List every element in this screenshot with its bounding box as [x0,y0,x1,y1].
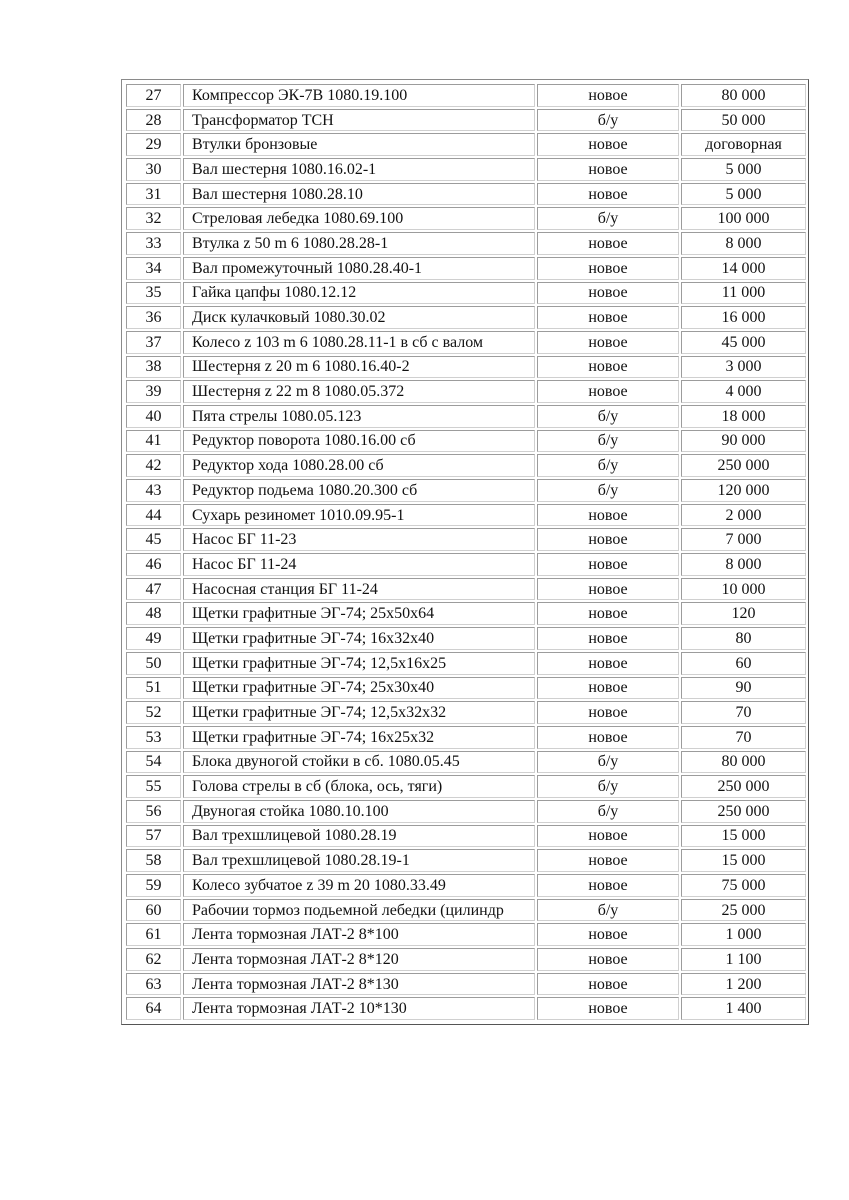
table-row [126,751,806,774]
condition-cell: б/у [537,207,679,230]
condition-cell: новое [537,257,679,280]
condition-cell: б/у [537,899,679,922]
condition-cell: новое [537,183,679,206]
item-name-cell: Лента тормозная ЛАТ-2 8*100 [183,923,535,946]
price-cell: 120 [681,602,806,625]
item-name-cell: Колесо z 103 m 6 1080.28.11-1 в сб с валом [183,331,535,354]
condition-cell: новое [537,553,679,576]
parts-table [124,82,808,1022]
table-row [126,602,806,625]
row-number-cell: 64 [126,997,181,1020]
table-row [126,677,806,700]
row-number-cell: 52 [126,701,181,724]
parts-price-table [121,79,809,1025]
row-number-cell: 50 [126,652,181,675]
table-row [126,923,806,946]
price-cell: 5 000 [681,183,806,206]
table-row [126,257,806,280]
condition-cell: новое [537,726,679,749]
table-row [126,331,806,354]
row-number-cell: 27 [126,84,181,107]
item-name-cell: Редуктор подьема 1080.20.300 сб [183,479,535,502]
row-number-cell: 34 [126,257,181,280]
condition-cell: б/у [537,751,679,774]
item-name-cell: Редуктор хода 1080.28.00 сб [183,454,535,477]
table-row [126,874,806,897]
price-cell: 45 000 [681,331,806,354]
row-number-cell: 43 [126,479,181,502]
item-name-cell: Лента тормозная ЛАТ-2 8*120 [183,948,535,971]
item-name-cell: Насос БГ 11-24 [183,553,535,576]
price-cell: 250 000 [681,775,806,798]
price-cell: 90 [681,677,806,700]
table-row [126,528,806,551]
table-row [126,232,806,255]
table-row [126,726,806,749]
table-row [126,504,806,527]
condition-cell: новое [537,282,679,305]
table-row [126,825,806,848]
table-row [126,158,806,181]
row-number-cell: 42 [126,454,181,477]
item-name-cell: Шестерня z 22 m 8 1080.05.372 [183,380,535,403]
condition-cell: б/у [537,800,679,823]
item-name-cell: Диск кулачковый 1080.30.02 [183,306,535,329]
price-cell: 1 000 [681,923,806,946]
price-cell: 80 000 [681,751,806,774]
price-cell: 70 [681,701,806,724]
condition-cell: б/у [537,109,679,132]
item-name-cell: Щетки графитные ЭГ-74; 25х30х40 [183,677,535,700]
row-number-cell: 40 [126,405,181,428]
condition-cell: новое [537,578,679,601]
row-number-cell: 33 [126,232,181,255]
condition-cell: новое [537,652,679,675]
condition-cell: новое [537,825,679,848]
row-number-cell: 57 [126,825,181,848]
table-row [126,553,806,576]
item-name-cell: Редуктор поворота 1080.16.00 сб [183,430,535,453]
condition-cell: новое [537,158,679,181]
row-number-cell: 30 [126,158,181,181]
price-cell: 8 000 [681,553,806,576]
item-name-cell: Насос БГ 11-23 [183,528,535,551]
condition-cell: б/у [537,775,679,798]
condition-cell: новое [537,528,679,551]
table-row [126,899,806,922]
table-row [126,84,806,107]
price-cell: 25 000 [681,899,806,922]
item-name-cell: Щетки графитные ЭГ-74; 16х25х32 [183,726,535,749]
row-number-cell: 49 [126,627,181,650]
table-row [126,800,806,823]
item-name-cell: Рабочии тормоз подьемной лебедки (цилиндр [183,899,535,922]
price-cell: 250 000 [681,800,806,823]
table-row [126,973,806,996]
price-cell: 7 000 [681,528,806,551]
row-number-cell: 62 [126,948,181,971]
item-name-cell: Компрессор ЭК-7В 1080.19.100 [183,84,535,107]
condition-cell: новое [537,923,679,946]
row-number-cell: 59 [126,874,181,897]
condition-cell: новое [537,504,679,527]
price-cell: 10 000 [681,578,806,601]
table-row [126,405,806,428]
row-number-cell: 53 [126,726,181,749]
price-cell: 75 000 [681,874,806,897]
table-body [126,84,806,1020]
row-number-cell: 41 [126,430,181,453]
row-number-cell: 31 [126,183,181,206]
item-name-cell: Шестерня z 20 m 6 1080.16.40-2 [183,356,535,379]
condition-cell: новое [537,602,679,625]
price-cell: 80 [681,627,806,650]
price-cell: 1 100 [681,948,806,971]
table-row [126,849,806,872]
price-cell: 250 000 [681,454,806,477]
price-cell: 120 000 [681,479,806,502]
price-cell: 50 000 [681,109,806,132]
condition-cell: б/у [537,430,679,453]
row-number-cell: 60 [126,899,181,922]
item-name-cell: Щетки графитные ЭГ-74; 16х32х40 [183,627,535,650]
row-number-cell: 45 [126,528,181,551]
price-cell: 1 200 [681,973,806,996]
condition-cell: б/у [537,405,679,428]
condition-cell: новое [537,677,679,700]
item-name-cell: Сухарь резиномет 1010.09.95-1 [183,504,535,527]
condition-cell: новое [537,306,679,329]
condition-cell: б/у [537,479,679,502]
table-row [126,997,806,1020]
item-name-cell: Стреловая лебедка 1080.69.100 [183,207,535,230]
condition-cell: новое [537,232,679,255]
table-row [126,207,806,230]
item-name-cell: Вал трехшлицевой 1080.28.19 [183,825,535,848]
price-cell: договорная [681,133,806,156]
price-cell: 4 000 [681,380,806,403]
table-row [126,701,806,724]
condition-cell: новое [537,874,679,897]
condition-cell: новое [537,380,679,403]
condition-cell: новое [537,701,679,724]
price-cell: 16 000 [681,306,806,329]
row-number-cell: 44 [126,504,181,527]
row-number-cell: 39 [126,380,181,403]
table-row [126,948,806,971]
item-name-cell: Втулка z 50 m 6 1080.28.28-1 [183,232,535,255]
item-name-cell: Вал промежуточный 1080.28.40-1 [183,257,535,280]
table-row [126,775,806,798]
item-name-cell: Двуногая стойка 1080.10.100 [183,800,535,823]
price-cell: 70 [681,726,806,749]
table-row [126,454,806,477]
item-name-cell: Трансформатор ТСН [183,109,535,132]
row-number-cell: 63 [126,973,181,996]
price-cell: 2 000 [681,504,806,527]
row-number-cell: 48 [126,602,181,625]
condition-cell: новое [537,627,679,650]
row-number-cell: 51 [126,677,181,700]
condition-cell: новое [537,948,679,971]
table-row [126,282,806,305]
row-number-cell: 54 [126,751,181,774]
price-cell: 80 000 [681,84,806,107]
price-cell: 90 000 [681,430,806,453]
item-name-cell: Вал шестерня 1080.28.10 [183,183,535,206]
table-row [126,627,806,650]
item-name-cell: Блока двуногой стойки в сб. 1080.05.45 [183,751,535,774]
condition-cell: новое [537,973,679,996]
condition-cell: новое [537,849,679,872]
table-row [126,109,806,132]
price-cell: 100 000 [681,207,806,230]
row-number-cell: 61 [126,923,181,946]
row-number-cell: 38 [126,356,181,379]
item-name-cell: Втулки бронзовые [183,133,535,156]
condition-cell: новое [537,331,679,354]
item-name-cell: Лента тормозная ЛАТ-2 10*130 [183,997,535,1020]
item-name-cell: Насосная станция БГ 11-24 [183,578,535,601]
price-cell: 1 400 [681,997,806,1020]
table-row [126,652,806,675]
row-number-cell: 56 [126,800,181,823]
condition-cell: новое [537,133,679,156]
price-cell: 60 [681,652,806,675]
table-row [126,306,806,329]
row-number-cell: 29 [126,133,181,156]
table-row [126,479,806,502]
price-cell: 14 000 [681,257,806,280]
item-name-cell: Голова стрелы в сб (блока, ось, тяги) [183,775,535,798]
row-number-cell: 55 [126,775,181,798]
row-number-cell: 46 [126,553,181,576]
table-row [126,133,806,156]
price-cell: 5 000 [681,158,806,181]
price-cell: 15 000 [681,849,806,872]
table-row [126,356,806,379]
row-number-cell: 32 [126,207,181,230]
condition-cell: б/у [537,454,679,477]
table-row [126,380,806,403]
row-number-cell: 36 [126,306,181,329]
row-number-cell: 35 [126,282,181,305]
row-number-cell: 37 [126,331,181,354]
table-row [126,183,806,206]
table-row [126,578,806,601]
price-cell: 18 000 [681,405,806,428]
item-name-cell: Щетки графитные ЭГ-74; 25х50х64 [183,602,535,625]
item-name-cell: Гайка цапфы 1080.12.12 [183,282,535,305]
condition-cell: новое [537,356,679,379]
table-row [126,430,806,453]
item-name-cell: Вал трехшлицевой 1080.28.19-1 [183,849,535,872]
item-name-cell: Вал шестерня 1080.16.02-1 [183,158,535,181]
item-name-cell: Щетки графитные ЭГ-74; 12,5х32х32 [183,701,535,724]
condition-cell: новое [537,84,679,107]
price-cell: 11 000 [681,282,806,305]
row-number-cell: 58 [126,849,181,872]
item-name-cell: Лента тормозная ЛАТ-2 8*130 [183,973,535,996]
row-number-cell: 28 [126,109,181,132]
item-name-cell: Щетки графитные ЭГ-74; 12,5х16х25 [183,652,535,675]
row-number-cell: 47 [126,578,181,601]
item-name-cell: Пята стрелы 1080.05.123 [183,405,535,428]
price-cell: 3 000 [681,356,806,379]
price-cell: 8 000 [681,232,806,255]
condition-cell: новое [537,997,679,1020]
item-name-cell: Колесо зубчатое z 39 m 20 1080.33.49 [183,874,535,897]
price-cell: 15 000 [681,825,806,848]
